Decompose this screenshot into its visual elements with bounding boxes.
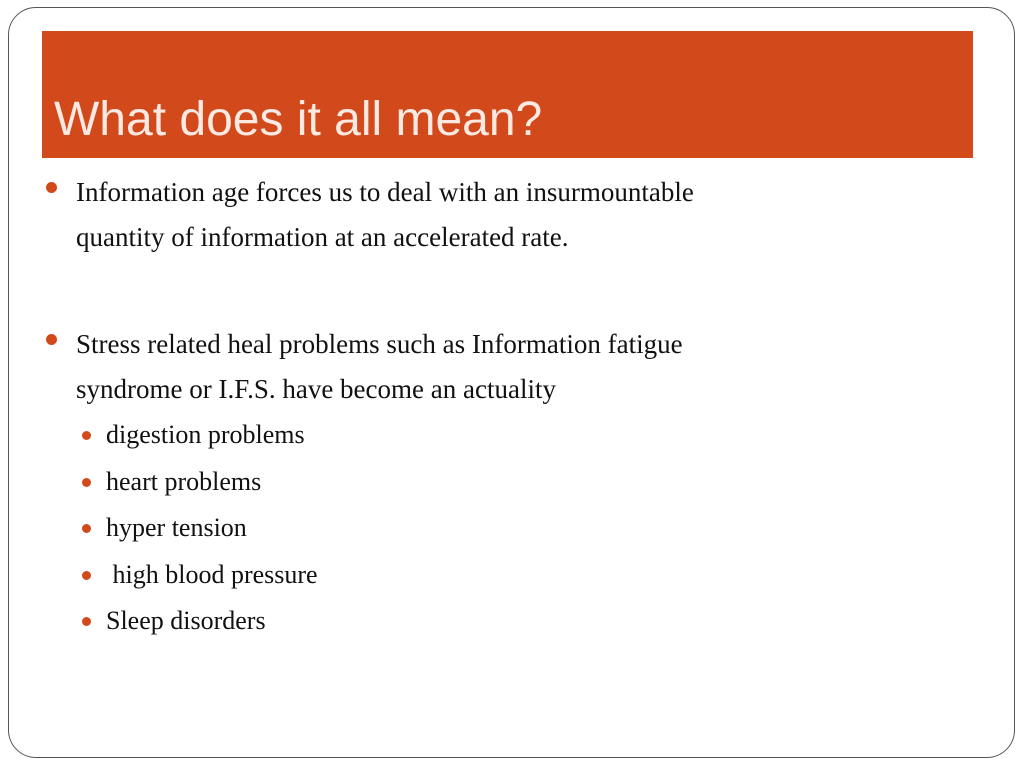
slide-content (46, 170, 946, 645)
sub-bullet-text: high blood pressure (106, 559, 318, 589)
sub-bullet-item (80, 412, 946, 459)
title-bar (42, 31, 973, 158)
sub-bullet-item (80, 459, 946, 506)
sub-bullet-dot-icon (82, 617, 91, 626)
sub-bullet-text: hyper tension (106, 513, 247, 542)
sub-bullet-dot-icon (82, 431, 91, 440)
sub-bullet-item (80, 552, 946, 599)
bullet-text-line: Stress related heal problems such as Information fatigue (76, 329, 683, 359)
sub-bullet-dot-icon (82, 524, 91, 533)
sub-bullet-item (80, 505, 946, 552)
slide-title: What does it all mean? (54, 93, 543, 146)
bullet-item (46, 170, 946, 260)
sub-bullet-text: heart problems (106, 466, 262, 496)
bullet-text-line: Information age forces us to deal with an insurmountable (76, 177, 694, 207)
sub-bullet-text: digestion problems (106, 420, 305, 449)
sub-bullet-item (80, 598, 946, 645)
sub-bullet-text: Sleep disorders (106, 606, 266, 635)
spacer (46, 260, 946, 322)
sub-bullet-list (46, 412, 946, 645)
bullet-dot-icon (46, 334, 57, 345)
bullet-dot-icon (46, 182, 57, 193)
bullet-text-line: syndrome or I.F.S. have become an actuality (76, 374, 556, 404)
bullet-item (46, 322, 946, 412)
bullet-text-line: quantity of information at an accelerated rate. (76, 222, 569, 252)
sub-bullet-dot-icon (82, 571, 91, 580)
sub-bullet-dot-icon (82, 478, 91, 487)
